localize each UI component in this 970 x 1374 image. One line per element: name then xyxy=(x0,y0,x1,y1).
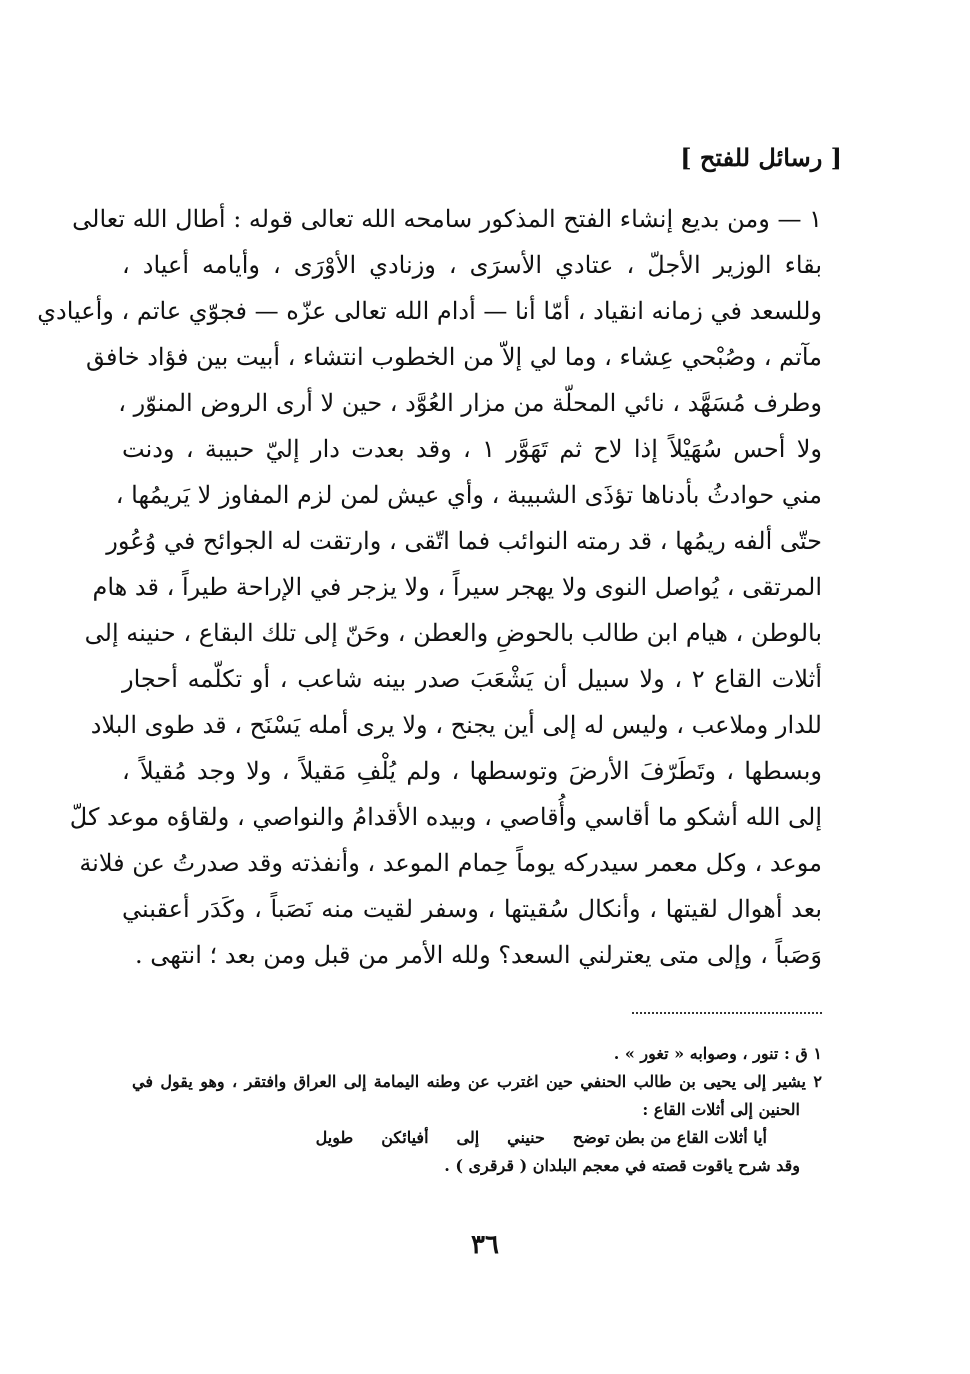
page-number: ٣٦ xyxy=(471,1230,499,1260)
footnote-2-source: وقد شرح ياقوت قصته في معجم البلدان ( قرقرى ) . xyxy=(444,1156,800,1175)
text-line: مآتم ، وصُبْحي عِشاء ، وما لي إلاّ من الخطوب انتشاء ، أبيت بين فؤاد خافق xyxy=(85,343,822,371)
main-text xyxy=(37,196,823,978)
text-line: ١ — ومن بديع إنشاء الفتح المذكور سامحه الله تعالى قوله : أطال الله تعالى xyxy=(72,205,822,233)
footnote-divider xyxy=(632,1012,822,1014)
text-line: ولا أحس سُهَيْلاً إذا لاح ثم تَهَوَّر ١ ، وقد بعدت دار إليّ حبيبة ، ودنت xyxy=(122,435,822,463)
poem-verse xyxy=(132,1124,822,1152)
verse-segment: حنيني xyxy=(507,1128,545,1147)
footnote-2: ٢ يشير إلى يحيى بن طالب الحنفي حين اغترب عن وطنه اليمامة إلى العراق وافتقر ، وهو يقول في xyxy=(132,1072,822,1091)
text-line: المرتقى ، يُواصل النوى ولا يهجر سيراً ، ولا يزجر في الإراحة طيراً ، قد هام xyxy=(92,573,822,601)
text-line: أثلات القاع ٢ ، ولا سبيل أن يَشْعَبَ صدر بينه شاعب ، أو تكلّمه أحجار xyxy=(122,665,823,693)
footnote-1: ١ ق : تنور ، وصوابه « تغور » . xyxy=(613,1044,822,1063)
text-line: بالوطن ، هيام ابن طالب بالحوضِ والعطن ، وحَنّ إلى تلك البقاع ، حنينه إلى xyxy=(84,619,822,647)
text-line: وطرف مُسَهَّد ، نائي المحلّة من مزار العُوَّد ، حين لا أرى الروض المنوّر ، xyxy=(118,389,822,417)
text-line: بعد أهوال لقيتها ، وأنكال سُقيتها ، وسفر لقيت منه نَصَباً ، وكَدَر أعقبني xyxy=(122,895,822,923)
text-line: إلى الله أشكو ما أقاسي وأُقاصي ، وبيده الأقدامُ والنواصي ، ولقاؤه موعد كلّ xyxy=(69,803,822,831)
text-line: وبسطها ، وتَطَرّفَ الأرضَ وتوسطها ، ولم يُلْفِ مَقيلاً ، ولا وجد مُقيلاً ، xyxy=(122,757,822,785)
text-line: مني حوادثُ بأدناها تؤذَى الشبيبة ، وأي عيش لمن لزم المفاوز لا يَريمُها ، xyxy=(115,481,822,509)
text-line: موعد ، وكل معمر سيدركه يوماً حِمام الموعد ، وأنفذته وقد صدرتُ عن فلانة xyxy=(79,849,822,877)
verse-segment: أيا أثلات القاع من بطن توضح xyxy=(572,1128,767,1147)
text-line: وللسعد في زمانه انقياد ، أمّا أنا — أدام الله تعالى عزّه — فجوّي عاتم ، وأعيادي xyxy=(37,297,822,325)
footnotes xyxy=(132,1040,822,1180)
text-line: بقاء الوزير الأجلّ ، عتادي الأسرَى ، وزنادي الأوْرَى ، وأيامه أعياد ، xyxy=(122,251,822,279)
text-line: للدار وملاعب ، وليس له إلى أين يجنح ، ولا يرى أمله يَسْنَح ، قد طوى البلاد xyxy=(90,711,822,739)
footnote-2-continuation: الحنين إلى أثلات القاع : xyxy=(642,1100,800,1119)
verse-segment: إلى xyxy=(456,1128,480,1147)
running-header: [ رسائل للفتح ] xyxy=(680,143,842,172)
verse-segment: أفيائكن xyxy=(381,1128,429,1147)
text-line: حتّى ألفه ريمُها ، قد رمته النوائب فما اتّقى ، وارتقت له الجوائح في وُعُور xyxy=(106,527,822,555)
text-line: وَصَباً ، وإلى متى يعترلني السعد؟ ولله الأمر من قبل ومن بعد ؛ انتهى . xyxy=(134,941,822,969)
verse-segment: طويل xyxy=(315,1128,354,1147)
